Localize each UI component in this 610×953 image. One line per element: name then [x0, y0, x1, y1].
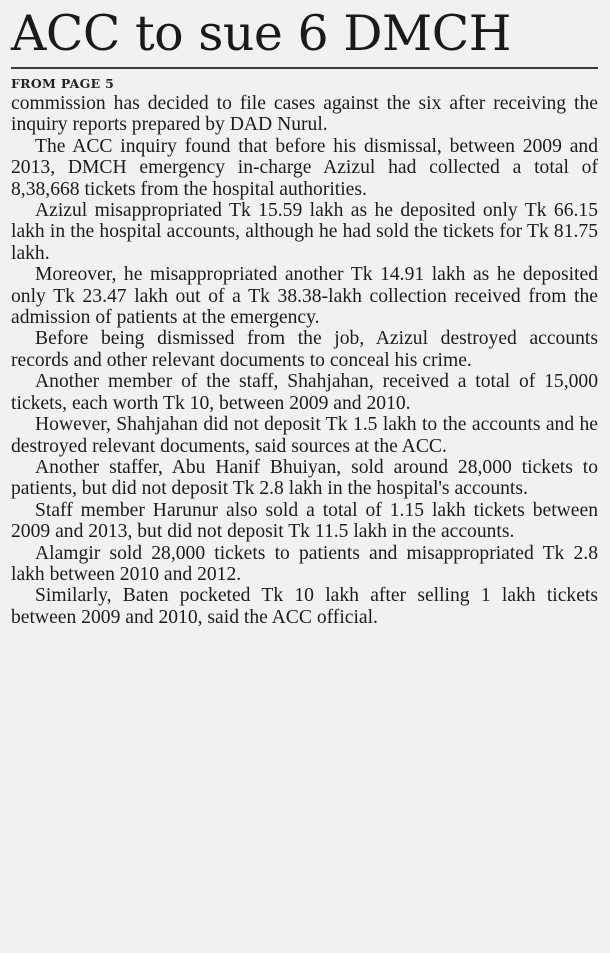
paragraph: Moreover, he misappropriated another Tk 14.91 lakh as he deposited only Tk 23.47 lakh out of a Tk 38.38-lakh collection received from the admission of patients at the emergency.: [11, 264, 598, 329]
headline-divider: [11, 67, 598, 69]
paragraph: Another member of the staff, Shahjahan, received a total of 15,000 tickets, each worth Tk 10, between 2009 and 2010.: [11, 371, 598, 414]
paragraph: However, Shahjahan did not deposit Tk 1.5 lakh to the accounts and he destroyed relevant documents, said sources at the ACC.: [11, 414, 598, 457]
paragraph: The ACC inquiry found that before his dismissal, between 2009 and 2013, DMCH emergency in-charge Azizul had collected a total of 8,38,668 tickets from the hospital authorities.: [11, 135, 598, 200]
continuation-label: FROM PAGE 5: [11, 76, 115, 91]
paragraph: Another staffer, Abu Hanif Bhuiyan, sold around 28,000 tickets to patients, but did not deposit Tk 2.8 lakh in the hospital's accounts.: [11, 456, 598, 500]
paragraph: Similarly, Baten pocketed Tk 10 lakh after selling 1 lakh tickets between 2009 and 2010, said the ACC official.: [11, 585, 598, 628]
paragraph: Azizul misappropriated Tk 15.59 lakh as he deposited only Tk 66.15 lakh in the hospital accounts, although he had sold the tickets for Tk 81.75 lakh.: [11, 200, 598, 264]
headline: ACC to sue 6 DMCH: [11, 5, 511, 62]
paragraph: Alamgir sold 28,000 tickets to patients and misappropriated Tk 2.8 lakh between 2010 and 2012.: [11, 542, 598, 585]
article-body: [11, 93, 598, 628]
paragraph: commission has decided to file cases against the six after receiving the inquiry reports prepared by DAD Nurul.: [11, 93, 598, 136]
paragraph: Before being dismissed from the job, Azizul destroyed accounts records and other relevant documents to conceal his crime.: [11, 328, 598, 371]
paragraph: Staff member Harunur also sold a total of 1.15 lakh tickets between 2009 and 2013, but did not deposit Tk 11.5 lakh in the accounts.: [11, 499, 598, 543]
